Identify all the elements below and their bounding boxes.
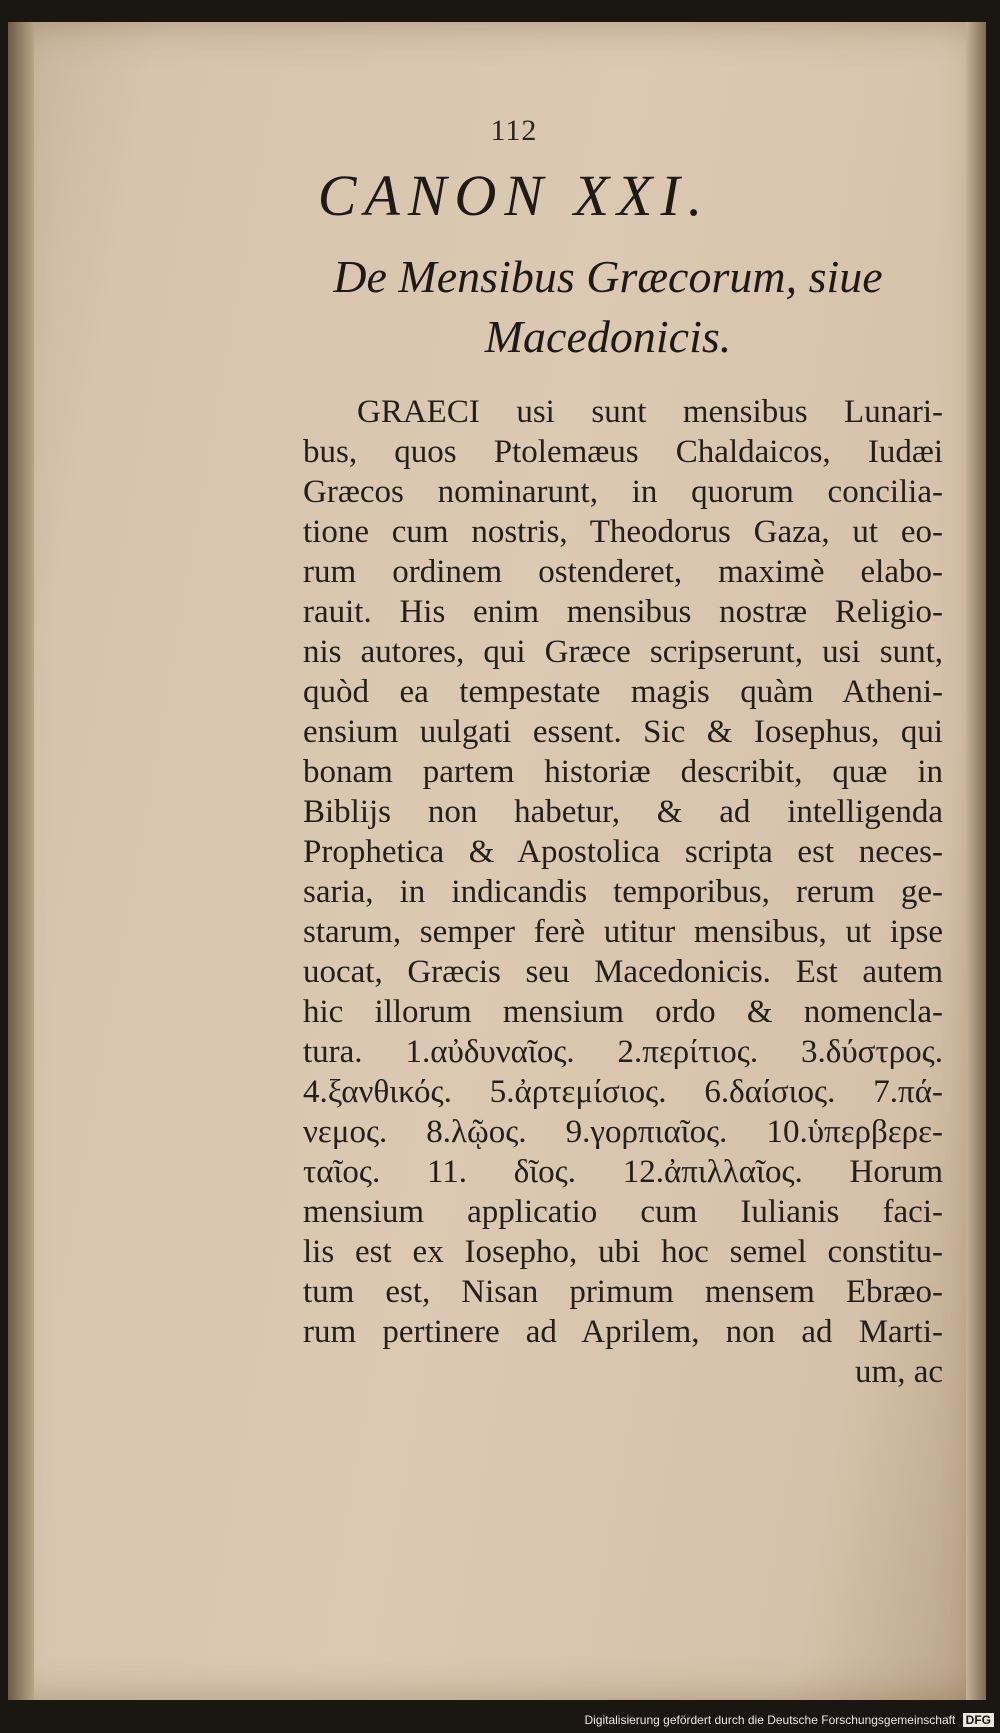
text-line: νεμος. 8.λῷος. 9.γορπιαῖος. 10.ὑπερβερε- xyxy=(303,1114,943,1150)
canon-heading: CANON XXI. xyxy=(317,163,711,228)
text-line: tura. 1.αὐδυναῖος. 2.περίτιος. 3.δύστρος. xyxy=(303,1034,943,1070)
page-spine-shadow xyxy=(8,22,34,1700)
text-line: rum ordinem ostenderet, maximè elabo- xyxy=(303,554,943,590)
text-line: rauit. His enim mensibus nostræ Religio- xyxy=(303,594,943,630)
body-text xyxy=(303,392,943,1392)
dfg-logo: DFG xyxy=(963,1713,994,1727)
text-line: quòd ea tempestate magis quàm Atheni- xyxy=(303,674,943,710)
text-line: 4.ξανθικός. 5.ἀρτεμίσιος. 6.δαίσιος. 7.πά- xyxy=(303,1074,943,1110)
text-line: hic illorum mensium ordo & nomencla- xyxy=(303,994,943,1030)
text-line: rum pertinere ad Aprilem, non ad Marti- xyxy=(303,1314,943,1350)
text-line: starum, semper ferè utitur mensibus, ut ipse xyxy=(303,914,943,950)
text-line: GRAECI usi sunt mensibus Lunari- xyxy=(357,394,943,430)
book-page xyxy=(8,22,986,1700)
text-line: ταῖος. 11. δῖος. 12.ἀπιλλαῖος. Horum xyxy=(303,1154,943,1190)
footer-text: Digitalisierung gefördert durch die Deutsche Forschungsgemeinschaft xyxy=(584,1713,956,1727)
text-line: mensium applicatio cum Iulianis faci- xyxy=(303,1194,943,1230)
text-line: lis est ex Iosepho, ubi hoc semel constitu- xyxy=(303,1234,943,1270)
text-line: bus, quos Ptolemæus Chaldaicos, Iudæi xyxy=(303,434,943,470)
text-line: nis autores, qui Græce scripserunt, usi sunt, xyxy=(303,634,943,670)
text-line: tum est, Nisan primum mensem Ebræo- xyxy=(303,1274,943,1310)
digitization-footer xyxy=(0,1713,994,1727)
text-line: tione cum nostris, Theodorus Gaza, ut eo- xyxy=(303,514,943,550)
text-line: uocat, Græcis seu Macedonicis. Est autem xyxy=(303,954,943,990)
text-line: Biblijs non habetur, & ad intelligenda xyxy=(303,794,943,830)
page-number: 112 xyxy=(490,114,538,147)
chapter-subtitle: De Mensibus Græcorum, siue Macedonicis. xyxy=(333,251,883,362)
text-line: Prophetica & Apostolica scripta est neces- xyxy=(303,834,943,870)
page-edge xyxy=(966,22,986,1700)
catchword: um, ac xyxy=(855,1354,943,1390)
text-line: ensium uulgati essent. Sic & Iosephus, qui xyxy=(303,714,943,750)
text-line: bonam partem historiæ describit, quæ in xyxy=(303,754,943,790)
text-line: Græcos nominarunt, in quorum concilia- xyxy=(303,474,943,510)
text-line: saria, in indicandis temporibus, rerum ge- xyxy=(303,874,943,910)
